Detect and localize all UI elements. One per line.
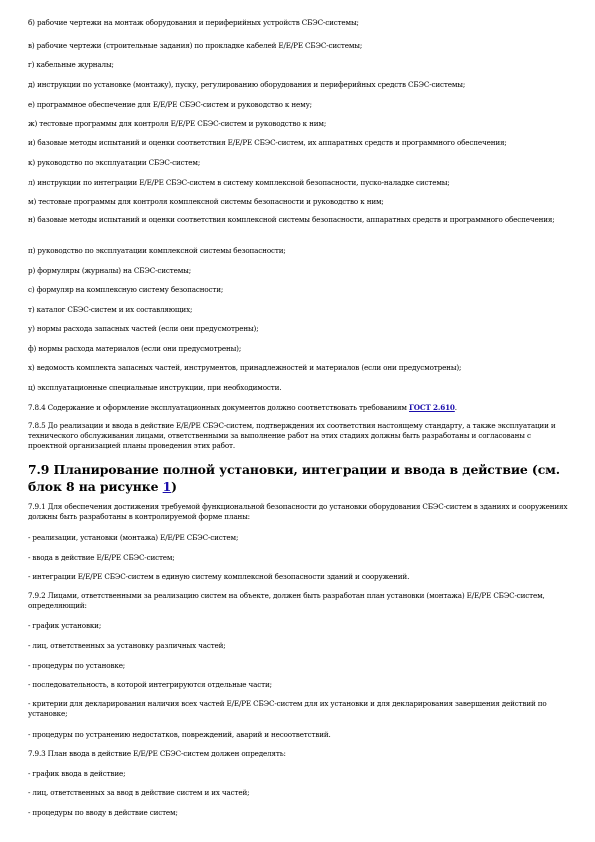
list-item-r: р) формуляры (журналы) на СБЭС-системы; [28, 266, 191, 275]
section-heading-tail: ) [171, 479, 177, 494]
list-item-t: т) каталог СБЭС-систем и их составляющих; [28, 305, 193, 314]
list-item-i: и) базовые методы испытаний и оценки соответствия E/E/PE СБЭС-систем, их аппаратных средств и программного обеспечения; [28, 138, 507, 147]
list-item-dash: - критерии для декларирования наличия всех частей E/E/PE СБЭС-систем для их установки и для декларирования завершения действий по установке; [28, 699, 547, 718]
list-item-s: с) формуляр на комплексную систему безопасности; [28, 285, 224, 294]
figure-1-link[interactable]: 1 [162, 479, 172, 494]
list-item-dash: - график установки; [28, 621, 102, 630]
list-item-l: л) инструкции по интеграции E/E/PE СБЭС-систем в систему комплексной безопасности, пуско-наладке системы; [28, 178, 450, 187]
list-item-e: е) программное обеспечение для E/E/PE СБЭС-систем и руководство к нему; [28, 100, 312, 109]
list-item-m: м) тестовые программы для контроля комплексной системы безопасности и руководство к ним; [28, 197, 384, 206]
list-item-dash: - процедуры по вводу в действие систем; [28, 808, 178, 817]
gost-2-610-link[interactable]: ГОСТ 2.610 [408, 403, 455, 412]
paragraph-7-8-4-tail: . [454, 403, 457, 412]
list-item-zh: ж) тестовые программы для контроля E/E/PE СБЭС-систем и руководство к ним; [28, 119, 327, 128]
list-item-h: х) ведомость комплекта запасных частей, инструментов, принадлежностей и материалов (если они предусмотрены); [28, 363, 462, 372]
list-item-dash: - процедуры по устранению недостатков, повреждений, аварий и несоответствий. [28, 730, 331, 739]
list-item-dash: - интеграции E/E/PE СБЭС-систем в единую систему комплексной безопасности зданий и сооружений. [28, 572, 410, 581]
list-item-v: в) рабочие чертежи (строительные задания) по прокладке кабелей E/E/PE СБЭС-системы; [28, 41, 363, 50]
section-heading-7-9 [28, 461, 568, 495]
paragraph-7-9-3: 7.9.3 План ввода в действие E/E/PE СБЭС-систем должен определять: [28, 749, 286, 758]
list-item-n: н) базовые методы испытаний и оценки соответствия комплексной системы безопасности, аппаратных средств и программного обеспечения; [28, 215, 555, 224]
list-item-u: у) нормы расхода запасных частей (если они предусмотрены); [28, 324, 259, 333]
list-item-dash: - лиц, ответственных за установку различных частей; [28, 641, 226, 650]
paragraph-7-9-2: 7.9.2 Лицами, ответственными за реализацию систем на объекте, должен быть разработан план установки (монтажа) E/E/PE СБЭС-систем, определяющий: [28, 591, 545, 610]
list-item-k: к) руководство по эксплуатации СБЭС-систем; [28, 158, 201, 167]
paragraph-7-8-4 [28, 403, 568, 413]
list-item-f: ф) нормы расхода материалов (если они предусмотрены); [28, 344, 242, 353]
list-item-d: д) инструкции по установке (монтажу), пуску, регулированию оборудования и периферийных средств СБЭС-системы; [28, 80, 466, 89]
list-item-dash: - лиц, ответственных за ввод в действие систем и их частей; [28, 788, 250, 797]
list-item-dash: - график ввода в действие; [28, 769, 126, 778]
paragraph-7-8-5: 7.8.5 До реализации и ввода в действие E/E/PE СБЭС-систем, подтверждения их соответствия настоящему стандарту, а также эксплуатации и технического обслуживания лицами, ответственными за выполнение работ на этих стадиях должны быть разработаны и согласованы с проектной организацией планы проведения этих работ. [28, 421, 556, 450]
paragraph-7-9-1: 7.9.1 Для обеспечения достижения требуемой функциональной безопасности до установки оборудования СБЭС-систем в зданиях и сооружениях должны быть разработаны в контролируемой форме планы: [28, 502, 568, 521]
list-item-p: п) руководство по эксплуатации комплексной системы безопасности; [28, 246, 286, 255]
list-item-dash: - ввода в действие E/E/PE СБЭС-систем; [28, 553, 175, 562]
paragraph-7-8-4-text: 7.8.4 Содержание и оформление эксплуатационных документов должно соответствовать требованиям [28, 403, 409, 412]
list-item-b: б) рабочие чертежи на монтаж оборудования и периферийных устройств СБЭС-системы; [28, 18, 359, 27]
list-item-ts: ц) эксплуатационные специальные инструкции, при необходимости. [28, 383, 282, 392]
list-item-dash: - процедуры по установке; [28, 661, 126, 670]
list-item-dash: - последовательность, в которой интегрируются отдельные части; [28, 680, 272, 689]
list-item-dash: - реализации, установки (монтажа) E/E/PE СБЭС-систем; [28, 533, 239, 542]
section-heading-text: 7.9 Планирование полной установки, интеграции и ввода в действие (см. блок 8 на рисунке [28, 462, 561, 494]
list-item-g: г) кабельные журналы; [28, 60, 114, 69]
